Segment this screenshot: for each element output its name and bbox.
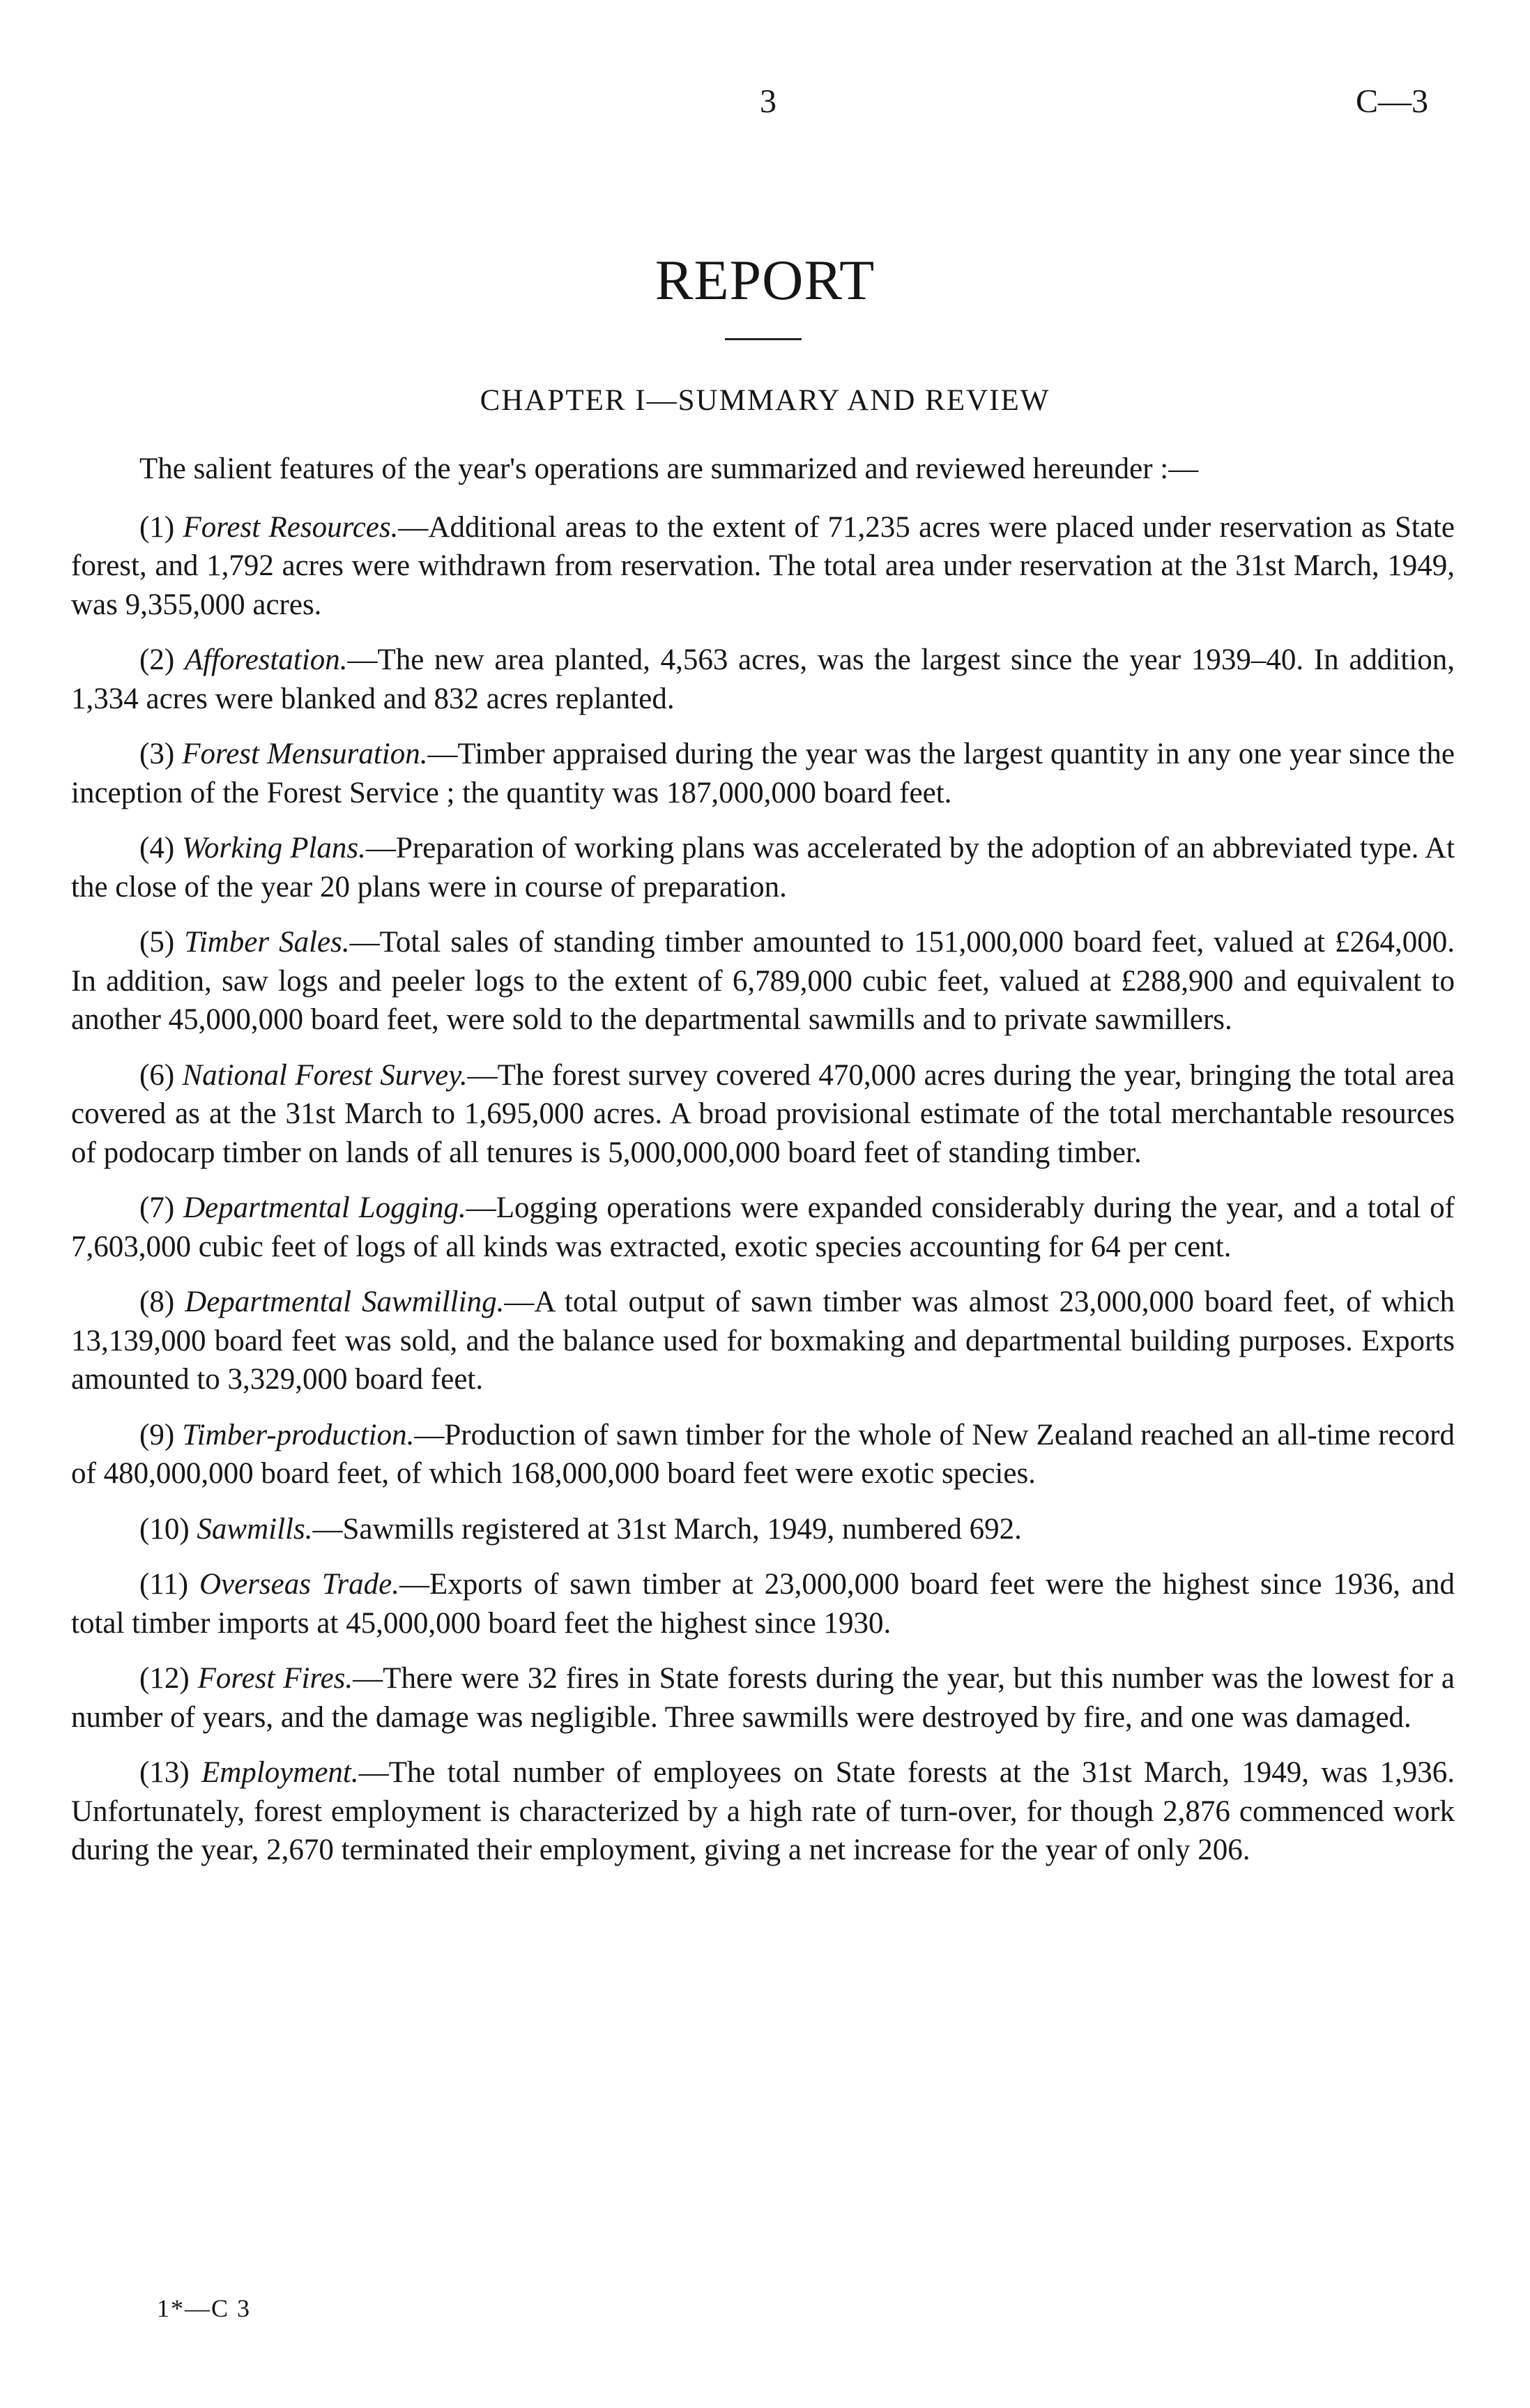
item-heading: Overseas Trade. <box>199 1568 399 1601</box>
intro-paragraph: The salient features of the year's operations are summarized and reviewed hereunder :— <box>139 452 1199 485</box>
page-number: 3 <box>760 83 777 120</box>
title-divider <box>725 338 802 340</box>
item-number: (9) <box>139 1418 175 1451</box>
summary-item <box>71 735 1455 812</box>
item-text: —A total output of sawn timber was almost 23,000,000 board feet, of which 13,139,000 board feet was sold, and the balance used for boxmaking and departmental building purposes. Exports amounted to 3,329,000 board feet. <box>71 1286 1455 1396</box>
item-heading: Departmental Sawmilling. <box>185 1286 505 1318</box>
item-heading: Timber Sales. <box>184 926 350 959</box>
item-text: —Production of sawn timber for the whole of New Zealand reached an all-time record of 480,000,000 board feet, of which 168,000,000 board feet were exotic species. <box>71 1418 1455 1490</box>
report-title: REPORT <box>655 248 875 312</box>
item-heading: Forest Fires. <box>197 1662 353 1695</box>
item-heading: Working Plans. <box>182 832 366 864</box>
item-heading: Sawmills. <box>197 1512 313 1546</box>
item-number: (11) <box>139 1568 189 1601</box>
item-heading: Employment. <box>201 1756 359 1789</box>
summary-item <box>71 641 1455 718</box>
item-number: (3) <box>139 738 175 770</box>
item-text: —Preparation of working plans was accelerated by the adoption of an abbreviated type. At the close of the year 20 plans were in course of preparation. <box>71 832 1455 904</box>
item-text: —Timber appraised during the year was the largest quantity in any one year since the inception of the Forest Service ; the quantity was 187,000,000 board feet. <box>71 738 1455 809</box>
summary-item <box>71 1056 1455 1173</box>
item-number: (7) <box>139 1191 175 1224</box>
item-number: (6) <box>139 1058 175 1092</box>
item-text: —Sawmills registered at 31st March, 1949, numbered 692. <box>312 1512 1022 1546</box>
chapter-heading: CHAPTER I—SUMMARY AND REVIEW <box>480 384 1050 417</box>
summary-item <box>71 1753 1455 1870</box>
item-heading: Timber-production. <box>182 1418 415 1451</box>
item-text: —Exports of sawn timber at 23,000,000 board feet were the highest since 1936, and total timber imports at 45,000,000 board feet the highest since 1930. <box>71 1568 1455 1640</box>
summary-item <box>71 1416 1455 1493</box>
item-heading: National Forest Survey. <box>182 1058 468 1092</box>
item-number: (13) <box>139 1756 190 1789</box>
item-number: (12) <box>139 1662 190 1695</box>
summary-item <box>71 923 1455 1039</box>
signature-mark: 1*—C 3 <box>157 2294 252 2322</box>
summary-item <box>71 829 1455 906</box>
summary-item <box>71 1659 1455 1737</box>
item-number: (2) <box>139 643 175 676</box>
item-heading: Afforestation. <box>184 643 348 676</box>
item-text: —The new area planted, 4,563 acres, was the largest since the year 1939–40. In addition, 1,334 acres were blanked and 832 acres replanted. <box>71 643 1455 715</box>
item-text: —The total number of employees on State forests at the 31st March, 1949, was 1,936. Unfortunately, forest employment is characterized by a high rate of turn-over, for though 2,876 commenced work during the year, 2,670 terminated their employment, giving a net increase for the year of only 206. <box>71 1756 1455 1866</box>
item-heading: Departmental Logging. <box>183 1191 466 1224</box>
item-number: (5) <box>139 926 175 959</box>
item-text: —There were 32 fires in State forests during the year, but this number was the lowest for a number of years, and the damage was negligible. Three sawmills were destroyed by fire, and one was damaged. <box>71 1662 1455 1734</box>
summary-item <box>71 1189 1455 1266</box>
document-code: C—3 <box>1356 83 1429 120</box>
item-heading: Forest Mensuration. <box>182 738 428 770</box>
item-text: —Additional areas to the extent of 71,235 acres were placed under reservation as State forest, and 1,792 acres were withdrawn from reservation. The total area under reservation at the 31st March, 1949, was 9,355,000 acres. <box>71 510 1455 621</box>
item-number: (8) <box>139 1286 175 1318</box>
item-text: —The forest survey covered 470,000 acres during the year, bringing the total area covered as at the 31st March to 1,695,000 acres. A broad provisional estimate of the total merchantable resources of podocarp timber on lands of all tenures is 5,000,000,000 board feet of standing timber. <box>71 1058 1455 1169</box>
summary-item <box>71 1510 1455 1549</box>
item-heading: Forest Resources. <box>183 510 399 544</box>
report-body <box>71 450 1455 1887</box>
item-text: —Total sales of standing timber amounted to 151,000,000 board feet, valued at £264,000. In addition, saw logs and peeler logs to the extent of 6,789,000 cubic feet, valued at £288,900 and equivalent to another 45,000,000 board feet, were sold to the departmental sawmills and to private sawmillers. <box>71 926 1455 1036</box>
summary-item <box>71 1283 1455 1399</box>
item-number: (4) <box>139 832 175 864</box>
item-number: (1) <box>139 510 175 544</box>
item-number: (10) <box>139 1512 190 1546</box>
summary-item <box>71 1565 1455 1643</box>
item-text: —Logging operations were expanded considerably during the year, and a total of 7,603,000 cubic feet of logs of all kinds was extracted, exotic species accounting for 64 per cent. <box>71 1191 1455 1263</box>
summary-item <box>71 508 1455 625</box>
